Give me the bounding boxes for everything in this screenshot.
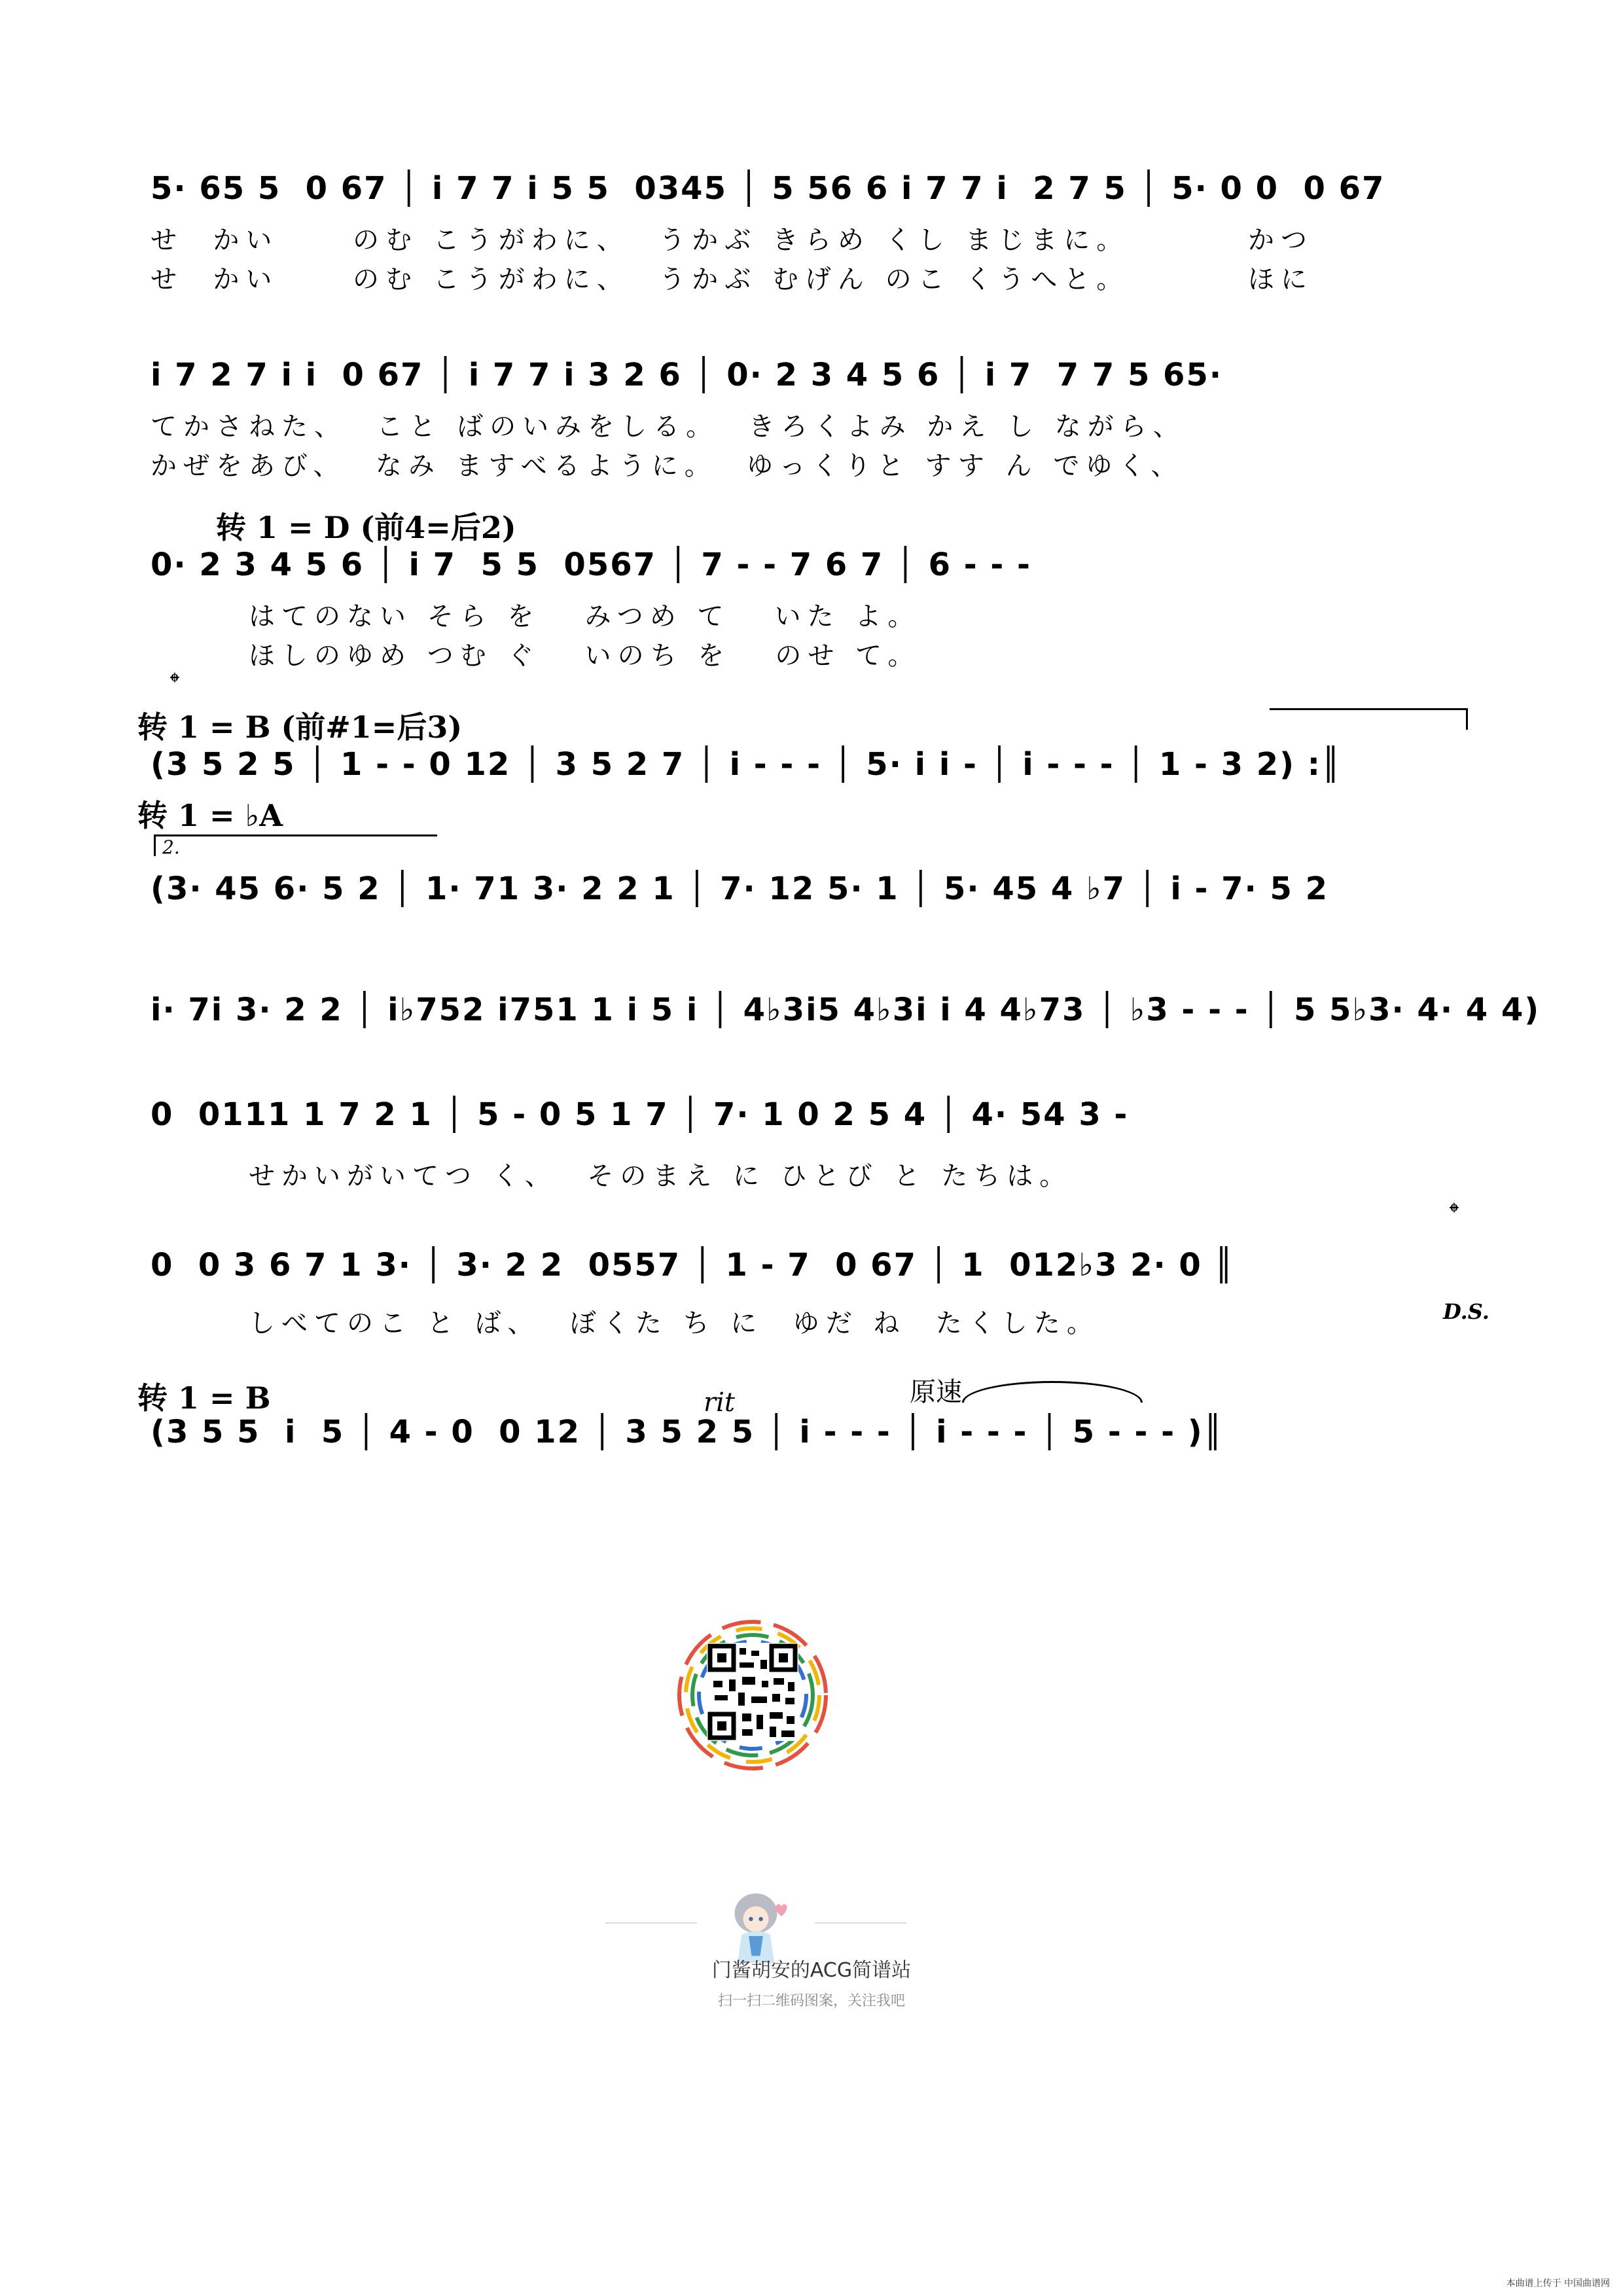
key-change-b-final: 转 1 = B (137, 1380, 271, 1416)
notation-line: 5· 65 5 0 67 │ i 7 7 i 5 5 0345 │ 5 56 6 i 7 7 i 2 7 5 │ 5· 0 0 0 67 (151, 170, 1385, 207)
coda-sign-icon: 𝄌 (1450, 1198, 1459, 1228)
lyrics-verse-1: てかさねた、 こと ばのいみをしる。 きろくよみ かえ し ながら、 (151, 412, 1186, 442)
lyrics-verse-1: せかいがいてつ く、 そのまえ に ひとび と たちは。 (249, 1161, 1073, 1191)
divider-right (815, 1922, 906, 1924)
notation-line: (3 5 5 i 5 │ 4 - 0 0 12 │ 3 5 2 5 │ i - - - │ i - - - │ 5 - - - )║ (151, 1414, 1224, 1450)
score-system-3 (151, 540, 1479, 671)
score-system-5 (151, 864, 1479, 923)
second-ending-bracket: 2. (154, 834, 437, 856)
tie-arc (962, 1381, 1143, 1403)
score-system-9 (151, 1407, 1479, 1466)
key-change-d: 转 1 = D (前4=后2) (216, 510, 516, 545)
lyrics-verse-1: はてのない そら を みつめ て いた よ。 (249, 601, 921, 632)
rit-marking: rit (704, 1388, 735, 1418)
notation-line: i· 7i 3· 2 2 │ i♭752 i751 1 i 5 i │ 4♭3i5 4♭3i i 4 4♭73 │ ♭3 - - - │ 5 5♭3· 4· 4 4) (151, 992, 1541, 1028)
divider-left (605, 1922, 697, 1924)
score-system-4 (151, 740, 1479, 792)
notation-line: i 7 2 7 i i 0 67 │ i 7 7 i 3 2 6 │ 0· 2 3 4 5 6 │ i 7 7 7 5 65· (151, 357, 1223, 393)
notation-line: 0 0111 1 7 2 1 │ 5 - 0 5 1 7 │ 7· 1 0 2 5 4 │ 4· 54 3 - (151, 1096, 1129, 1133)
score-system-2 (151, 350, 1479, 494)
key-change-b: 转 1 = B (前#1=后3) (137, 709, 463, 745)
score-system-1 (151, 164, 1479, 308)
notation-line: 0· 2 3 4 5 6 │ i 7 5 5 0567 │ 7 - - 7 6 7 │ 6 - - - (151, 547, 1031, 583)
score-system-6 (151, 985, 1541, 1044)
promo-title: 门酱胡安的ACG简谱站 (711, 1959, 912, 1982)
lyrics-verse-2: かぜをあび、 なみ ますべるように。 ゆっくりと すす ん でゆく、 (151, 451, 1184, 481)
dal-segno-mark: D.S. (1443, 1299, 1489, 1324)
coda-sign-icon: 𝄌 (170, 668, 179, 698)
promo-subtitle: 扫一扫二维码图案，关注我吧 (717, 1993, 905, 2009)
first-ending-bracket (1270, 708, 1468, 730)
notation-line: (3· 45 6· 5 2 │ 1· 71 3· 2 2 1 │ 7· 12 5· 1 │ 5· 45 4 ♭7 │ i - 7· 5 2 (151, 870, 1329, 907)
tempo-resume-marking: 原速 (910, 1377, 962, 1407)
notation-line: (3 5 2 5 │ 1 - - 0 12 │ 3 5 2 7 │ i - - - │ 5· i i - │ i - - - │ 1 - 3 2) :║ (151, 746, 1342, 783)
lyrics-verse-1: せ かい のむ こうがわに、 うかぶ きらめ くし まじまに。 かつ (151, 225, 1314, 255)
source-footer: 本曲谱上传于 中国曲谱网 (1506, 2278, 1610, 2289)
notation-line: 0 0 3 6 7 1 3· │ 3· 2 2 0557 │ 1 - 7 0 67 │ 1 012♭3 2· 0 ║ (151, 1247, 1235, 1283)
qr-code-icon[interactable] (674, 1617, 831, 1774)
score-system-8 (151, 1240, 1479, 1338)
lyrics-verse-2: せ かい のむ こうがわに、 うかぶ むげん のこ くうへと。 ほに (151, 264, 1314, 295)
key-change-a-flat: 转 1 = ♭A (137, 798, 283, 833)
lyrics-verse-1: しべてのこ と ば、 ぼくた ち に ゆだ ね たくした。 (249, 1308, 1099, 1338)
score-system-7 (151, 1090, 1479, 1191)
lyrics-verse-2: ほしのゆめ つむ ぐ いのち を のせ て。 (249, 641, 921, 671)
